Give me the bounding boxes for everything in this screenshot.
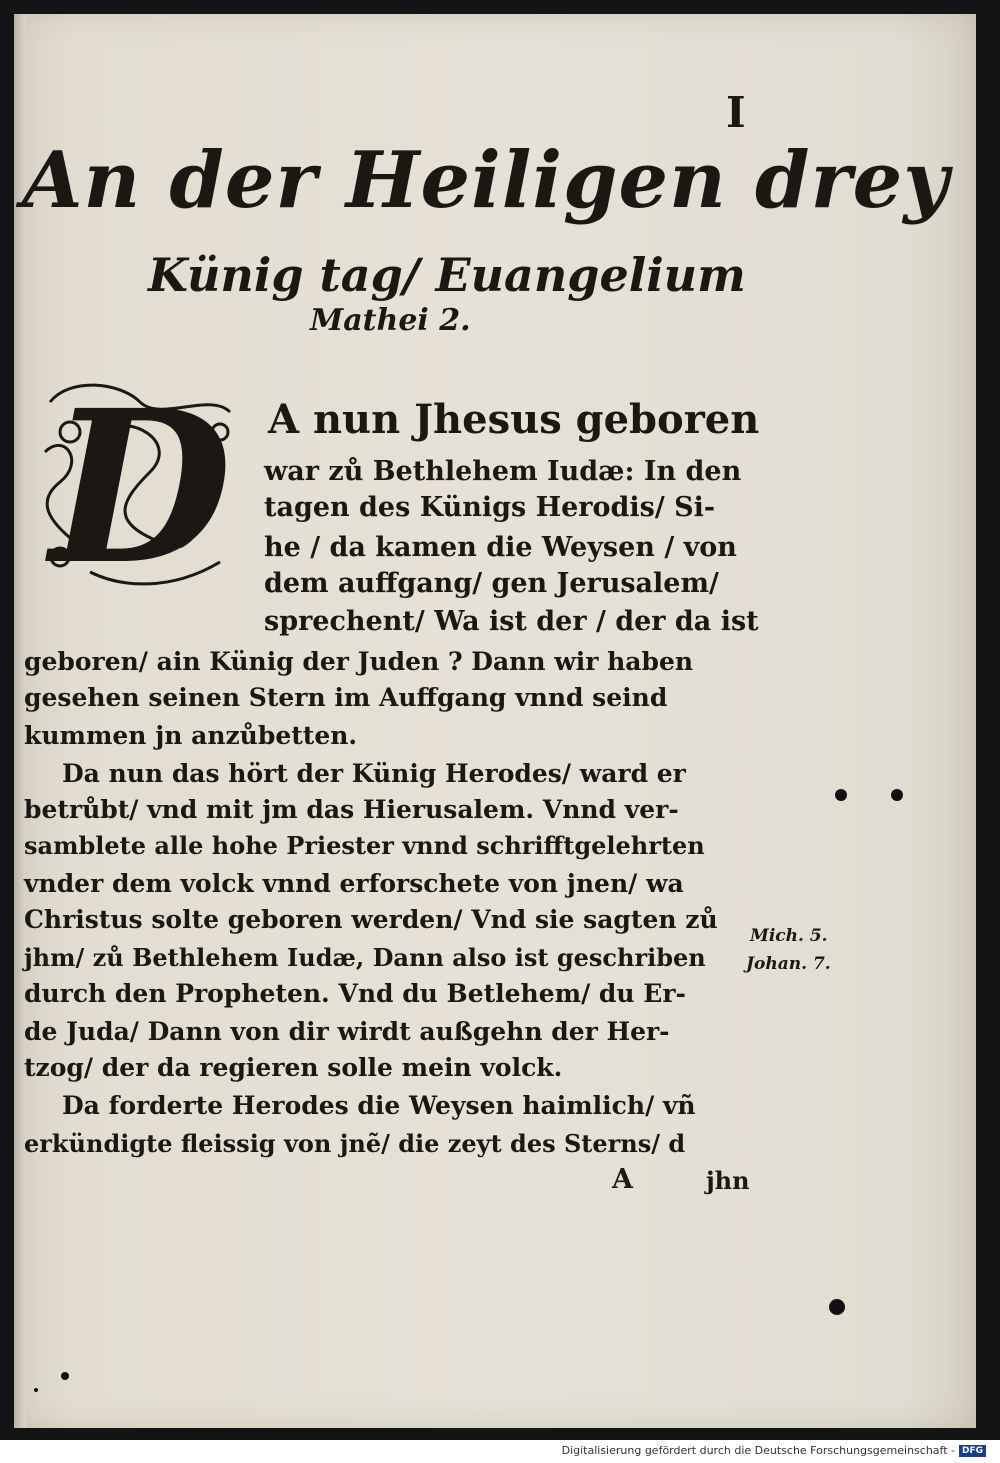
digitization-credit	[562, 1444, 986, 1457]
body-line-9: kummen jn anzůbetten.	[24, 721, 358, 750]
body-line-5: dem auffgang/ gen Jerusalem/	[264, 568, 719, 599]
body-line-14: Christus solte geboren werden/ Vnd sie sagten zů	[24, 905, 718, 934]
title-line-3: Mathei 2.	[310, 303, 471, 338]
ink-spot	[835, 789, 847, 801]
catchword: jhn	[706, 1166, 750, 1195]
body-line-10: Da nun das hört der Künig Herodes/ ward er	[62, 759, 686, 788]
ink-spot	[891, 789, 903, 801]
credit-text: Digitalisierung gefördert durch die Deutsche Forschungsgemeinschaft -	[561, 1444, 955, 1457]
initial-letter: D	[49, 364, 233, 611]
body-line-6: sprechent/ Wa ist der / der da ist	[264, 606, 759, 637]
body-line-20: erkündigte fleissig von jnẽ/ die zeyt des Sterns/ d	[24, 1129, 686, 1158]
decorated-initial	[30, 364, 252, 611]
body-line-17: de Juda/ Dann von dir wirdt außgehn der Her-	[24, 1017, 670, 1046]
body-line-11: betrůbt/ vnd mit jm das Hierusalem. Vnnd ver-	[24, 795, 679, 824]
marginal-note-2: Johan. 7.	[746, 954, 831, 974]
body-line-12: samblete alle hohe Priester vnnd schrifftgelehrten	[24, 831, 705, 860]
marginal-note-1: Mich. 5.	[750, 926, 828, 946]
signature-mark: A	[612, 1164, 633, 1195]
body-line-8: gesehen seinen Stern im Auffgang vnnd seind	[24, 683, 668, 712]
dfg-logo-icon: DFG	[959, 1445, 986, 1457]
body-line-2: war zů Bethlehem Iudæ: In den	[264, 456, 742, 487]
body-line-1: A nun Jhesus geboren	[268, 396, 760, 443]
body-line-15: jhm/ zů Bethlehem Iudæ, Dann also ist geschriben	[24, 943, 706, 972]
body-line-4: he / da kamen die Weysen / von	[264, 532, 737, 563]
ink-spot	[829, 1299, 845, 1315]
body-line-13: vnder dem volck vnnd erforschete von jnen/ wa	[24, 869, 684, 898]
title-line-1: An der Heiligen drey	[22, 135, 950, 226]
ink-spot	[34, 1388, 38, 1392]
body-line-16: durch den Propheten. Vnd du Betlehem/ du Er-	[24, 979, 686, 1008]
ink-spot	[61, 1372, 69, 1380]
body-line-3: tagen des Künigs Herodis/ Si-	[264, 492, 716, 523]
body-line-19: Da forderte Herodes die Weysen haimlich/ vñ	[62, 1091, 696, 1120]
body-line-7: geboren/ ain Künig der Juden ? Dann wir haben	[24, 647, 694, 676]
title-line-2: Künig tag/ Euangelium	[148, 248, 746, 302]
body-line-18: tzog/ der da regieren solle mein volck.	[24, 1053, 563, 1082]
page-number: I	[726, 88, 746, 137]
